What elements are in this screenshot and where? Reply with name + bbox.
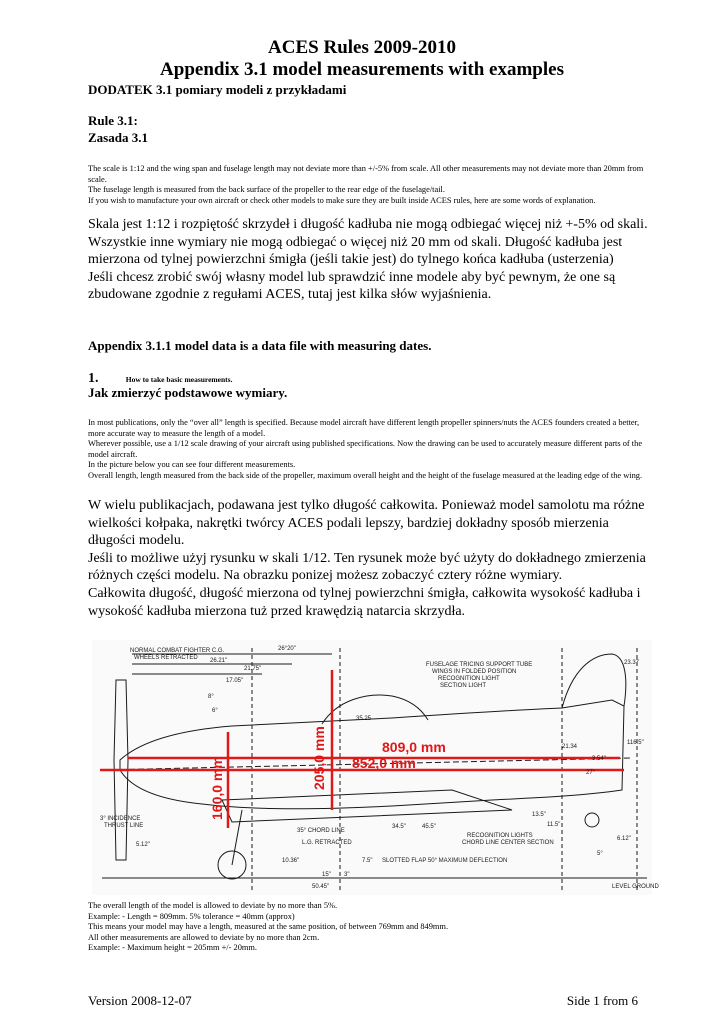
section-text-en-para: Wherever possible, use a 1/12 scale drawing of your aircraft using published specifications. Now the drawing can be used to accurately measure different parts of the model aircraft.	[88, 439, 643, 459]
tolerance-text	[88, 901, 648, 954]
drawing-dim: 10.36"	[282, 858, 300, 864]
dim-label-852: 852,0 mm	[352, 755, 416, 771]
drawing-dim: 21.75"	[244, 666, 262, 672]
rule-heading-pl: Zasada 3.1	[88, 130, 148, 145]
drawing-dim: 3.54"	[592, 756, 606, 762]
rule-heading-en: Rule 3.1:	[88, 113, 138, 128]
rule-text-en-para: If you wish to manufacture your own aircraft or check other models to make sure they are built inside ACES rules, here are some words of explanation.	[88, 195, 596, 205]
section-text-en	[88, 418, 648, 482]
drawing-label-normal: NORMAL COMBAT FIGHTER C.G.	[130, 648, 225, 654]
drawing-label-slotted: SLOTTED FLAP 50° MAXIMUM DEFLECTION	[382, 858, 508, 864]
rule-text-en-para: The scale is 1:12 and the wing span and fuselage length may not deviate more than +/-5% from scale. All other measurements may not deviate more than 20mm from scale.	[88, 164, 644, 184]
aircraft-drawing	[92, 640, 659, 895]
section-title-en: How to take basic measurements.	[125, 375, 233, 384]
drawing-label-recog: RECOGNITION LIGHT	[438, 676, 500, 682]
drawing-label-wheels: WHEELS RETRACTED	[134, 655, 198, 661]
section-number: 1.	[88, 371, 99, 386]
tolerance-para: Example: - Maximum height = 205mm +/- 20mm.	[88, 943, 258, 953]
drawing-label-thrust: THRUST LINE	[104, 823, 144, 829]
tail-fin-outline	[562, 654, 626, 708]
drawing-dim: 6°	[212, 708, 218, 714]
tolerance-para: This means your model may have a length, measured at the same position, of between 769mm and 849mm.	[88, 922, 449, 932]
drawing-dim: 26.21"	[210, 658, 228, 664]
footer-version: Version 2008-12-07	[88, 993, 192, 1008]
dim-label-205: 205,0 mm	[311, 726, 327, 790]
footer-page-number: Side 1 from 6	[566, 993, 638, 1008]
drawing-dim: 35.25	[356, 716, 372, 722]
drawing-label-level: LEVEL GROUND	[612, 884, 659, 890]
aircraft-drawing-svg	[92, 640, 659, 895]
drawing-label-section: SECTION LIGHT	[440, 683, 487, 689]
tail-wheel	[585, 813, 599, 827]
rule-text-pl-para: Jeśli chcesz zrobić swój własny model lub sprawdzić inne modele aby być pewnym, że one są zbudowane zgodnie z regułami ACES, tutaj jest kilka słów wyjaśnienia.	[88, 269, 616, 303]
drawing-label-lg: L.G. RETRACTED	[302, 840, 352, 846]
drawing-dim: 27°	[586, 770, 596, 776]
drawing-dim: 3"	[344, 872, 350, 878]
section-text-pl	[88, 497, 648, 620]
drawing-label-wings: WINGS IN FOLDED POSITION	[432, 669, 517, 675]
drawing-dim: 26°20"	[278, 646, 296, 652]
drawing-label-chord: 35° CHORD LINE	[297, 828, 345, 834]
drawing-dim: 50.45"	[312, 884, 330, 890]
drawing-dim: 13.5"	[532, 812, 546, 818]
rule-text-en-para: The fuselage length is measured from the back surface of the propeller to the rear edge of the fuselage/tail.	[88, 185, 445, 195]
drawing-label-tripping: FUSELAGE TRICING SUPPORT TUBE	[426, 662, 533, 668]
section-text-en-para: In the picture below you can see four different measurements.	[88, 460, 296, 470]
section-text-pl-para: Jeśli to możliwe użyj rysunku w skali 1/12. Ten rysunek może być użyty do dokładnego zmierzenia różnych części modelu. Na obrazku ponizej możesz zobaczyć cztery różne wymiary.	[88, 550, 646, 584]
wing-outline	[222, 790, 512, 822]
dim-label-160: 160,0 mm	[209, 756, 225, 820]
doc-title: ACES Rules 2009-2010	[268, 37, 456, 58]
drawing-dim: 5.12"	[136, 842, 150, 848]
drawing-dim: 34.5"	[392, 824, 406, 830]
appendix-line: Appendix 3.1.1 model data is a data file with measuring dates.	[88, 338, 432, 353]
drawing-dim: 17.05"	[226, 678, 244, 684]
section-text-pl-para: W wielu publikacjach, podawana jest tylko długość całkowita. Ponieważ model samolotu ma różne wielkości kołpaka, nakrętki twórcy ACES podali lepszy, bardziej dokładny sposób mierzenia długości modelu.	[88, 498, 645, 549]
drawing-dim: 116.5"	[627, 740, 644, 746]
drawing-dim: 6.12"	[617, 836, 631, 842]
dim-label-809: 809,0 mm	[382, 739, 446, 755]
drawing-dim: 15"	[322, 872, 331, 878]
drawing-label-incidence: 3° INCIDENCE	[100, 816, 141, 822]
rule-text-en	[88, 164, 648, 206]
drawing-dim: 11.5"	[547, 822, 561, 828]
rule-text-pl-para: Skala jest 1:12 i rozpiętość skrzydeł i długość kadłuba nie mogą odbiegać więcej niż +-5% od skali. Wszystkie inne wymiary nie mogą odbiegać o więcej niż 20 mm od skali. Długość kadłuba jest mierzona od tylnej powierzchni śmigła (jeśli takie jest) do tylnego końca kadłuba (usterzenia)	[88, 217, 648, 268]
section-title-pl: Jak zmierzyć podstawowe wymiary.	[88, 385, 288, 400]
drawing-dim: 7.5"	[362, 858, 373, 864]
canopy-outline	[322, 695, 428, 724]
drawing-label-recog-lights: RECOGNITION LIGHTS	[467, 833, 533, 839]
landing-gear-strut	[232, 810, 242, 865]
tolerance-para: All other measurements are allowed to deviate by no more than 2cm.	[88, 932, 320, 942]
drawing-label-chord-center: CHORD LINE CENTER SECTION	[462, 840, 554, 846]
tolerance-para: Example: - Length = 809mm. 5% tolerance = 40mm (approx)	[88, 911, 295, 921]
doc-subtitle-appendix: Appendix 3.1 model measurements with examples	[160, 59, 564, 80]
drawing-dim: 45.5"	[422, 824, 436, 830]
drawing-dim: 21.34	[562, 744, 578, 750]
drawing-dim: 23.37	[624, 660, 640, 666]
polish-subtitle: DODATEK 3.1 pomiary modeli z przykładami	[88, 82, 347, 97]
section-text-en-para: In most publications, only the “over all” length is specified. Because model aircraft have different length propeller spinners/nuts the ACES founders created a better, more accurate way to measure the length of a model.	[88, 418, 640, 438]
tolerance-para: The overall length of the model is allowed to deviate by no more than 5%.	[88, 901, 338, 910]
section-text-pl-para: Całkowita długość, długość mierzona od tylnej powierzchni śmigła, całkowita wysokość kadłuba i wysokość kadłuba mierzona tuż przed krawędzią natarcia skrzydła.	[88, 585, 641, 619]
section-text-en-para: Overall length, length measured from the back side of the propeller, maximum overall height and the height of the fuselage measured at the leading edge of the wing.	[88, 470, 643, 480]
drawing-dim: 8°	[208, 694, 214, 700]
drawing-dim: 5°	[597, 851, 603, 857]
rule-text-pl	[88, 216, 648, 304]
